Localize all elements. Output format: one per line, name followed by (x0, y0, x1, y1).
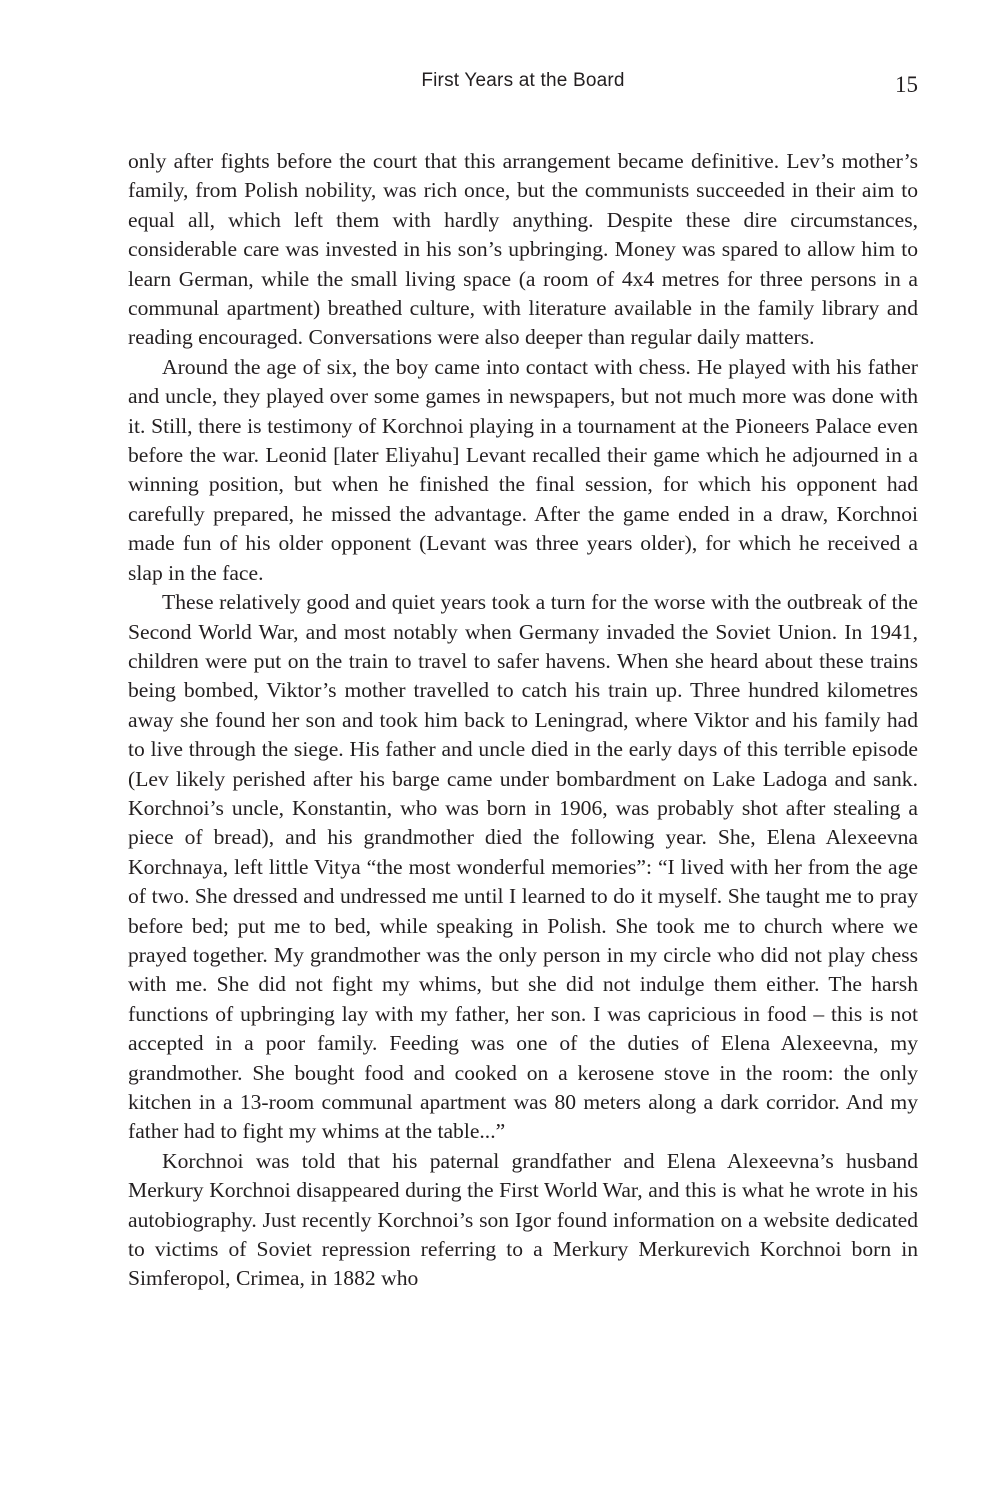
page-number: 15 (895, 72, 918, 97)
running-title: First Years at the Board (421, 70, 625, 91)
body-text (128, 147, 918, 1294)
paragraph-4: Korchnoi was told that his paternal grandfather and Elena Alexeevna’s husband Merkury Korchnoi disappeared during the First World War, and this is what he wrote in his autobiography. Just recently Korchnoi’s son Igor found information on a website dedicated to victims of Soviet repression referring to a Merkury Merkurevich Korchnoi born in Simferopol, Crimea, in 1882 who (128, 1148, 918, 1291)
paragraph-1: only after fights before the court that this arrangement became definitive. Lev’s mother’s family, from Polish nobility, was rich once, but the communists succeeded in their aim to equal all, which left them with hardly anything. Despite these dire circumstances, considerable care was invested in his son’s upbringing. Money was spared to allow him to learn German, while the small living space (a room of 4x4 metres for three persons in a communal apartment) breathed culture, with literature available in the family library and reading encouraged. Conversations were also deeper than regular daily matters. (128, 149, 918, 350)
paragraph-3: These relatively good and quiet years took a turn for the worse with the outbreak of the Second World War, and most notably when Germany invaded the Soviet Union. In 1941, children were put on the train to travel to safer havens. When she heard about these trains being bombed, Viktor’s mother travelled to catch his train up. Three hundred kilometres away she found her son and took him back to Leningrad, where Viktor and his family had to live through the siege. His father and uncle died in the early days of this terrible episode (Lev likely perished after his barge came under bombardment on Lake Ladoga and sank. Korchnoi’s uncle, Konstantin, who was born in 1906, was probably shot after stealing a piece of bread), and his grandmother died the following year. She, Elena Alexeevna Korchnaya, left little Vitya “the most wonderful memories”: “I lived with her from the age of two. She dressed and undressed me until I learned to do it myself. She taught me to pray before bed; put me to bed, while speaking in Polish. She took me to church where we prayed together. My grandmother was the only person in my circle who did not play chess with me. She did not fight my whims, but she did not indulge them either. The harsh functions of upbringing lay with my father, her son. I was capricious in food – this is not accepted in a poor family. Feeding was one of the duties of Elena Alexeevna, my grandmother. She bought food and cooked on a kerosene stove in the room: the only kitchen in a 13-room communal apartment was 80 meters along a dark corridor. And my father had to fight my whims at the table...” (128, 590, 918, 1144)
running-head (128, 70, 918, 104)
paragraph-2: Around the age of six, the boy came into contact with chess. He played with his father and uncle, they played over some games in newspapers, but not much more was done with it. Still, there is testimony of Korchnoi playing in a tournament at the Pioneers Palace even before the war. Leonid [later Eliyahu] Levant recalled their game which he adjourned in a winning position, but when he finished the final session, for which his opponent had carefully prepared, he missed the advantage. After the game ended in a draw, Korchnoi made fun of his older opponent (Levant was three years older), for which he received a slap in the face. (128, 354, 918, 585)
